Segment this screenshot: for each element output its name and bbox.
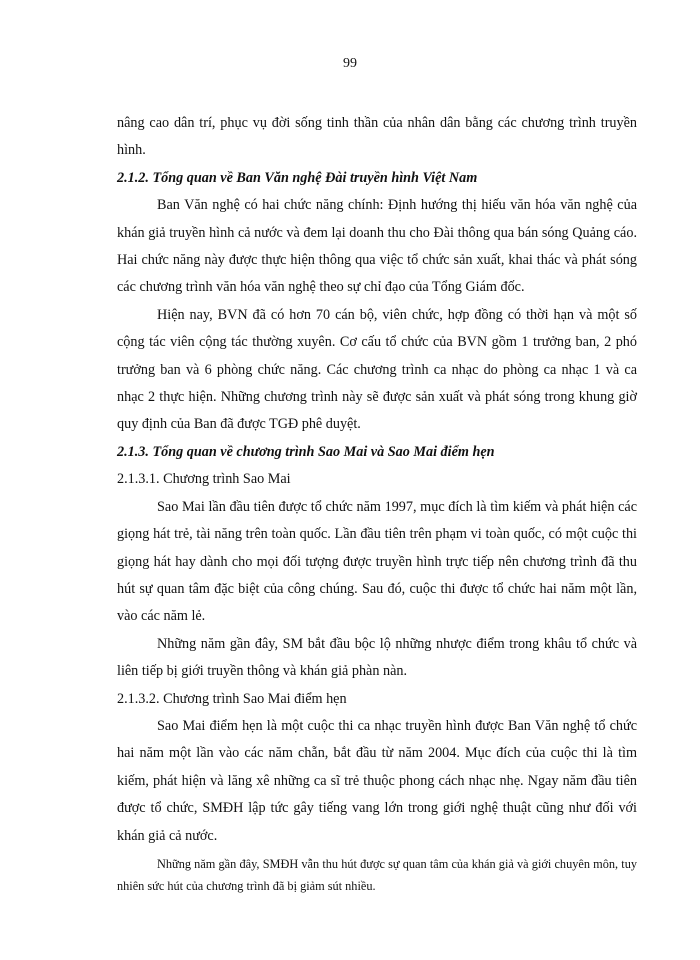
paragraph-bvn-structure: Hiện nay, BVN đã có hơn 70 cán bộ, viên chức, hợp đồng có thời hạn và một số cộng tác viên cộng tác thường xuyên. Cơ cấu tổ chức của BVN gồm 1 trưởng ban, 2 phó trưởng ban và 6 phòng chức năng. Các chương trình ca nhạc do phòng ca nhạc 1 và ca nhạc 2 thực hiện. Những chương trình này sẽ được sản xuất và phát sóng trong khung giờ quy định của Ban đã được TGĐ phê duyệt.	[117, 306, 637, 433]
paragraph-smdh-history: Sao Mai điểm hẹn là một cuộc thi ca nhạc truyền hình được Ban Văn nghệ tổ chức hai năm một lần vào các năm chẵn, bắt đầu từ năm 2004. Mục đích của cuộc thi là tìm kiếm, phát hiện và lăng xê những ca sĩ trẻ thuộc phong cách nhạc nhẹ. Ngay năm đầu tiên được tổ chức, SMĐH lập tức gây tiếng vang lớn trong giới nghệ thuật cũng như đối với khán giả cả nước.	[117, 717, 637, 844]
subsection-heading-2-1-3-2: 2.1.3.2. Chương trình Sao Mai điểm hẹn	[117, 690, 347, 707]
paragraph-ban-van-nghe-functions: Ban Văn nghệ có hai chức năng chính: Định hướng thị hiếu văn hóa văn nghệ của khán giả truyền hình cả nước và đem lại doanh thu cho Đài thông qua bán sóng Quảng cáo. Hai chức năng này được thực hiện thông qua việc tổ chức sản xuất, khai thác và phát sóng các chương trình văn hóa văn nghệ theo sự chỉ đạo của Tổng Giám đốc.	[117, 197, 637, 296]
paragraph-sao-mai-recent: Những năm gần đây, SM bắt đầu bộc lộ những nhược điểm trong khâu tổ chức và liên tiếp bị giới truyền thông và khán giả phàn nàn.	[117, 635, 637, 680]
section-heading-2-1-2: 2.1.2. Tổng quan về Ban Văn nghệ Đài truyền hình Việt Nam	[117, 169, 478, 186]
page-number: 99	[343, 56, 357, 71]
paragraph-intro-continuation: nâng cao dân trí, phục vụ đời sống tinh thần của nhân dân bằng các chương trình truyền hình.	[117, 115, 637, 159]
paragraph-sao-mai-history: Sao Mai lần đầu tiên được tổ chức năm 1997, mục đích là tìm kiếm và phát hiện các giọng hát trẻ, tài năng trên toàn quốc. Lần đầu tiên trên phạm vi toàn quốc, có một cuộc thi giọng hát hay dành cho mọi đối tượng được truyền hình trực tiếp nên chương trình đã thu hút sự quan tâm đặc biệt của công chúng. Sau đó, cuộc thi được tổ chức hai năm một lần, vào các năm lẻ.	[117, 498, 637, 625]
section-heading-2-1-3: 2.1.3. Tổng quan về chương trình Sao Mai và Sao Mai điểm hẹn	[117, 443, 495, 460]
subsection-heading-2-1-3-1: 2.1.3.1. Chương trình Sao Mai	[117, 471, 291, 488]
page-body	[117, 110, 637, 897]
paragraph-smdh-recent: Những năm gần đây, SMĐH vẫn thu hút được sự quan tâm của khán giả và giới chuyên môn, tuy nhiên sức hút của chương trình đã bị giảm sút nhiều.	[117, 856, 637, 893]
